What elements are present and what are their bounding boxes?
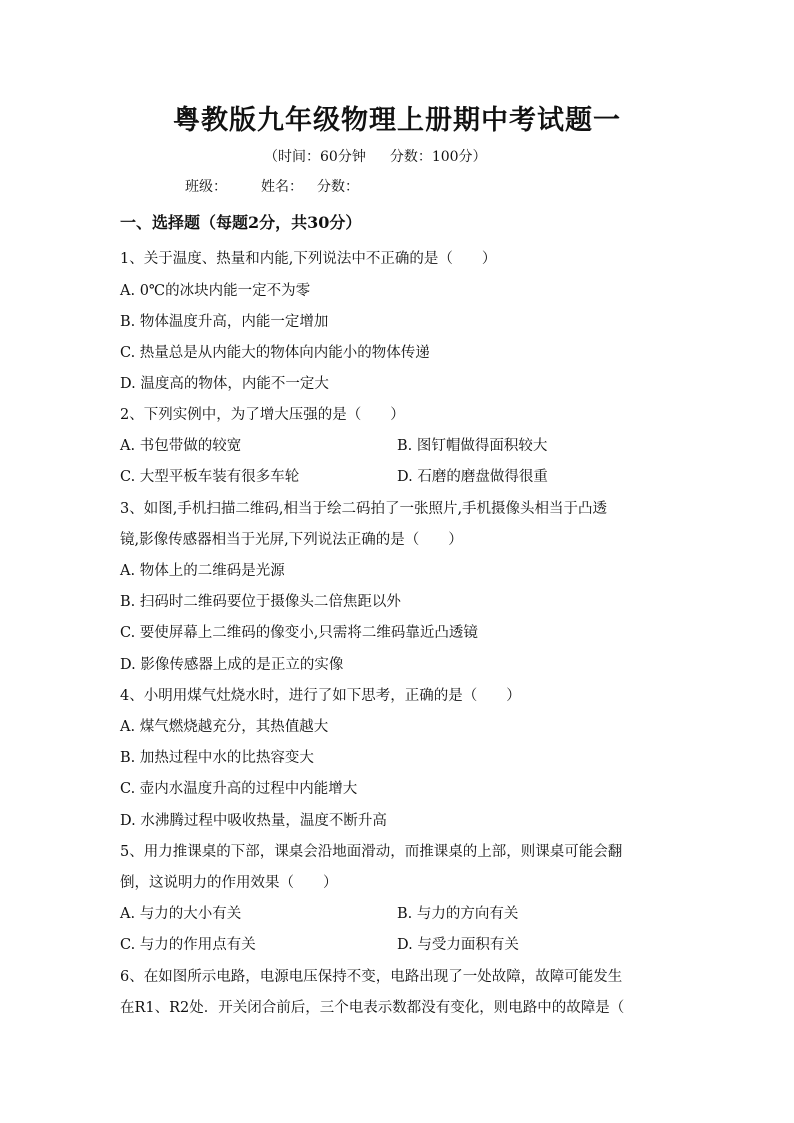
option-1d: D. 温度高的物体，内能不一定大 [120,376,329,392]
question-4: 4、小明用煤气灶烧水时，进行了如下思考，正确的是（ ） [120,688,521,704]
option-5a: A. 与力的大小有关 [120,906,242,922]
option-2b: B. 图钉帽做得面积较大 [397,438,548,454]
question-3-line2: 镜,影像传感器相当于光屏,下列说法正确的是（ ） [120,532,463,548]
exam-subtitle [264,146,511,166]
name-label: 姓名： [261,179,303,195]
option-3b: B. 扫码时二维码要位于摄像头二倍焦距以外 [120,594,401,610]
option-1c: C. 热量总是从内能大的物体向内能小的物体传递 [120,345,430,361]
page-title: 粤教版九年级物理上册期中考试题一 [173,105,621,136]
option-3c: C. 要使屏幕上二维码的像变小,只需将二维码靠近凸透镜 [120,625,478,641]
question-3-line1: 3、如图,手机扫描二维码,相当于绘二码拍了一张照片,手机摄像头相当于凸透 [120,501,608,517]
option-4a: A. 煤气燃烧越充分，其热值越大 [120,719,329,735]
question-6-line2: 在R1、R2处．开关闭合前后，三个电表示数都没有变化，则电路中的故障是（ [120,1000,625,1016]
exam-time: （时间：60分钟 [264,149,366,165]
option-5b: B. 与力的方向有关 [397,906,519,922]
option-5d: D. 与受力面积有关 [397,937,519,953]
option-5c: C. 与力的作用点有关 [120,937,256,953]
score-label: 分数： [317,179,359,195]
option-3a: A. 物体上的二维码是光源 [120,563,285,579]
option-2a: A. 书包带做的较宽 [120,438,242,454]
option-4b: B. 加热过程中水的比热容变大 [120,750,314,766]
student-info [185,176,359,196]
question-2: 2、下列实例中，为了增大压强的是（ ） [120,407,405,423]
question-1: 1、关于温度、热量和内能,下列说法中不正确的是（ ） [120,251,497,267]
exam-total-score: 分数：100分） [389,149,487,165]
section-heading: 一、选择题（每题2分，共30分） [120,213,362,232]
option-2c: C. 大型平板车装有很多车轮 [120,469,300,485]
question-5-line2: 倒，这说明力的作用效果（ ） [120,875,338,891]
option-3d: D. 影像传感器上成的是正立的实像 [120,657,344,673]
option-1b: B. 物体温度升高，内能一定增加 [120,314,329,330]
class-label: 班级： [185,179,227,195]
option-4d: D. 水沸腾过程中吸收热量，温度不断升高 [120,813,387,829]
question-6-line1: 6、在如图所示电路，电源电压保持不变，电路出现了一处故障，故障可能发生 [120,969,623,985]
option-1a: A. 0℃的冰块内能一定不为零 [120,283,311,299]
option-4c: C. 壶内水温度升高的过程中内能增大 [120,781,358,797]
question-5-line1: 5、用力推课桌的下部，课桌会沿地面滑动，而推课桌的上部，则课桌可能会翻 [120,844,623,860]
option-2d: D. 石磨的磨盘做得很重 [397,469,548,485]
